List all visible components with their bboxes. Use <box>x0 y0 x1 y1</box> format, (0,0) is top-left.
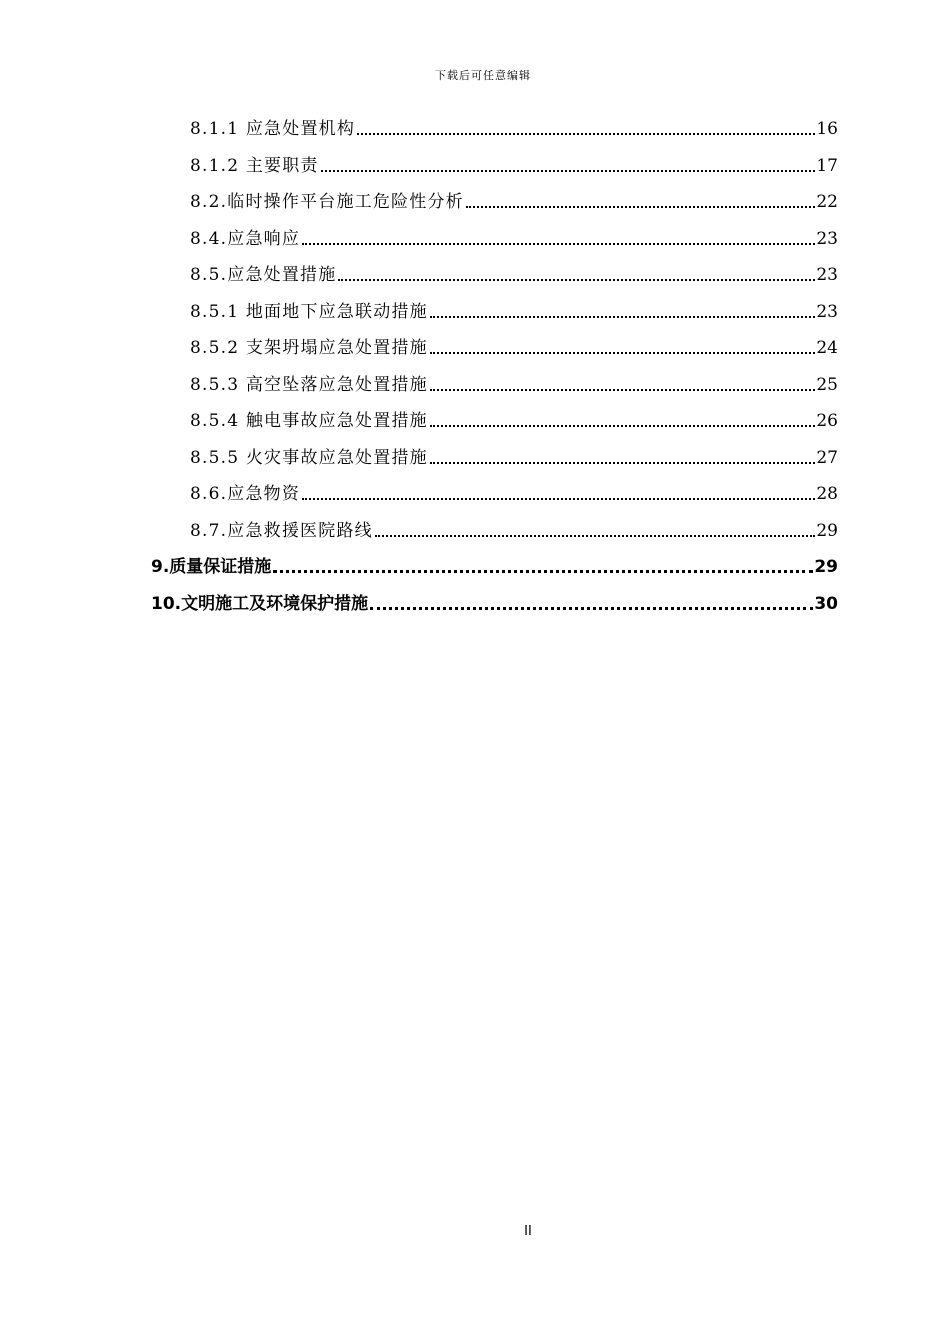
toc-entry-chapter[interactable] <box>151 592 838 616</box>
toc-entry[interactable] <box>190 373 838 397</box>
toc-entry-page: 22 <box>816 192 838 212</box>
toc-dot-leader <box>357 133 815 135</box>
toc-entry[interactable] <box>190 336 838 360</box>
page-number: II <box>524 1224 532 1239</box>
toc-entry[interactable] <box>190 227 838 251</box>
toc-entry-label: 8.2.临时操作平台施工危险性分析 <box>190 192 464 212</box>
toc-dot-leader <box>430 352 816 354</box>
toc-entry-label: 8.5.3 高空坠落应急处置措施 <box>190 375 428 395</box>
toc-dot-leader <box>302 243 815 245</box>
toc-entry-page: 16 <box>816 119 838 139</box>
toc-dot-leader <box>430 462 816 464</box>
toc-dot-leader <box>338 279 815 281</box>
toc-entry[interactable] <box>190 519 838 543</box>
toc-entry-page: 29 <box>814 557 838 577</box>
toc-entry[interactable] <box>190 482 838 506</box>
toc-entry[interactable] <box>190 154 838 178</box>
toc-entry-label: 8.5.应急处置措施 <box>190 265 337 285</box>
toc-entry-page: 23 <box>816 229 838 249</box>
toc-entry-page: 29 <box>816 521 838 541</box>
toc-dot-leader <box>370 607 813 610</box>
toc-entry-page: 28 <box>816 484 838 504</box>
toc-entry-page: 30 <box>814 594 838 614</box>
toc-entry-label: 10.文明施工及环境保护措施 <box>151 594 369 614</box>
toc-dot-leader <box>430 316 816 318</box>
toc-dot-leader <box>375 535 816 537</box>
toc-entry[interactable] <box>190 117 838 141</box>
toc-entry[interactable] <box>190 300 838 324</box>
toc-entry-page: 17 <box>816 156 838 176</box>
toc-entry[interactable] <box>190 446 838 470</box>
toc-entry-label: 8.4.应急响应 <box>190 229 301 249</box>
toc-entry-label: 8.5.5 火灾事故应急处置措施 <box>190 448 428 468</box>
toc-entry-label: 8.7.应急救援医院路线 <box>190 521 373 541</box>
toc-dot-leader <box>273 570 813 573</box>
toc-entry-label: 8.1.1 应急处置机构 <box>190 119 356 139</box>
toc-entry-page: 23 <box>816 265 838 285</box>
toc-dot-leader <box>430 389 816 391</box>
toc-entry[interactable] <box>190 263 838 287</box>
toc-entry-chapter[interactable] <box>151 555 838 579</box>
page-header-note: 下载后可任意编辑 <box>435 69 531 82</box>
toc-entry-page: 26 <box>816 411 838 431</box>
toc-dot-leader <box>321 170 816 172</box>
toc-entry[interactable] <box>190 190 838 214</box>
toc-dot-leader <box>466 206 816 208</box>
toc-entry[interactable] <box>190 409 838 433</box>
toc-entry-page: 23 <box>816 302 838 322</box>
toc-entry-page: 25 <box>816 375 838 395</box>
toc-entry-label: 8.1.2 主要职责 <box>190 156 319 176</box>
toc-dot-leader <box>302 498 815 500</box>
toc-entry-label: 9.质量保证措施 <box>151 557 272 577</box>
toc-entry-page: 27 <box>816 448 838 468</box>
toc-entry-label: 8.5.4 触电事故应急处置措施 <box>190 411 428 431</box>
toc-entry-label: 8.5.2 支架坍塌应急处置措施 <box>190 338 428 358</box>
toc-dot-leader <box>430 425 816 427</box>
toc-entry-page: 24 <box>816 338 838 358</box>
toc-entry-label: 8.5.1 地面地下应急联动措施 <box>190 302 428 322</box>
toc-entry-label: 8.6.应急物资 <box>190 484 301 504</box>
